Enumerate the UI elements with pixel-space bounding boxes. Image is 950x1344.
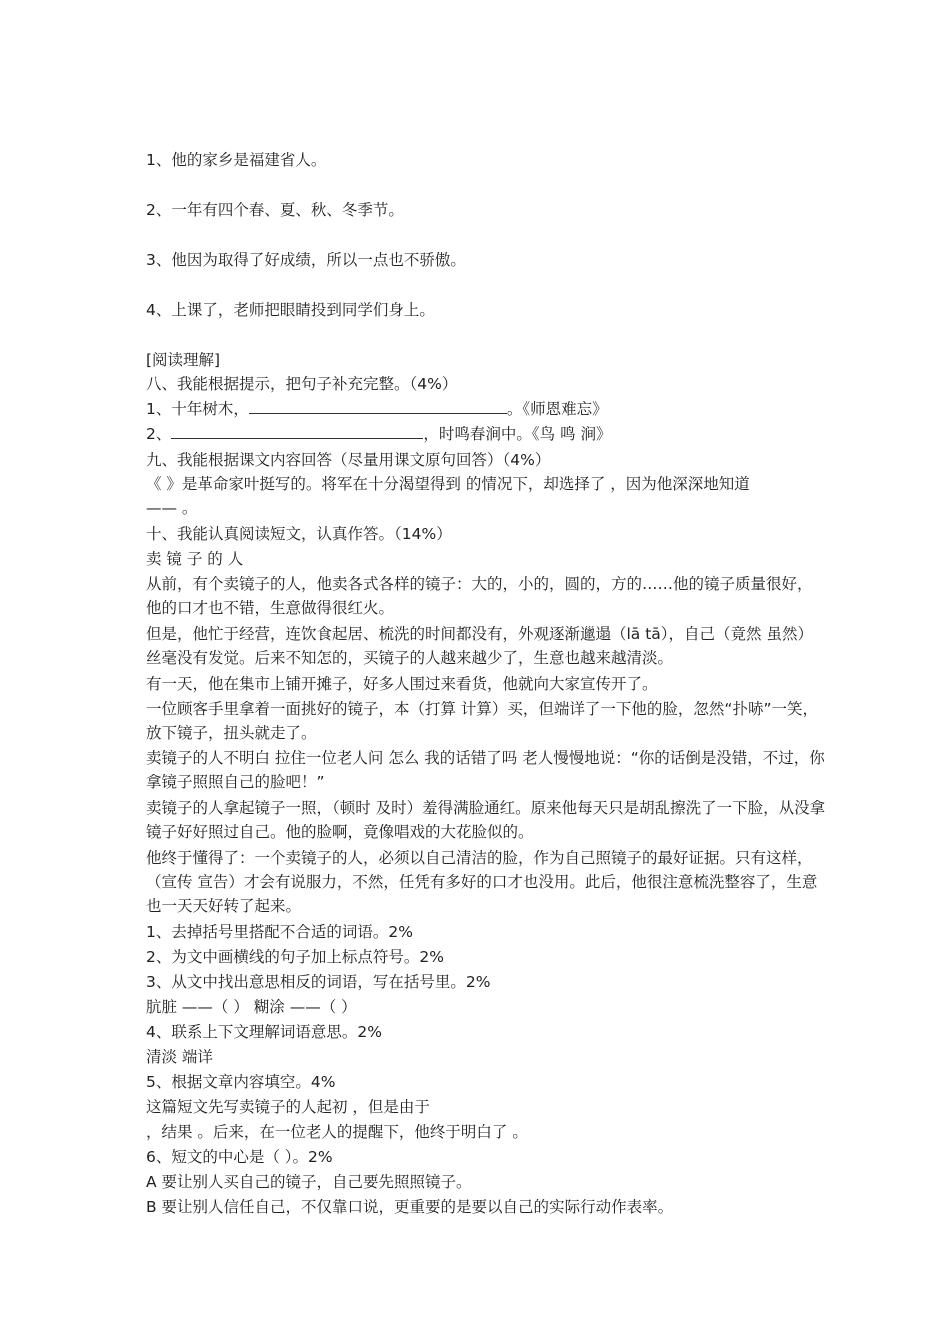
story-paragraph: 有一天，他在集市上铺开摊子，好多人围过来看货，他就向大家宣传开了。 — [146, 675, 658, 693]
q8-line-2-suffix: ，时鸣春涧中。《鸟 鸣 涧》 — [423, 425, 612, 443]
q8-line-1 — [146, 397, 826, 421]
q10-title: 十、我能认真阅读短文，认真作答。（14%） — [146, 525, 452, 543]
q8-line-1-suffix: 。《师恩难忘》 — [506, 400, 608, 418]
question-line: 4、联系上下文理解词语意思。2% — [146, 1023, 382, 1041]
option-b: B 要让别人信任自己，不仅靠口说，更重要的是要以自己的实际行动作表率。 — [146, 1198, 674, 1216]
intro-sentence: 3、他因为取得了好成绩，所以一点也不骄傲。 — [146, 251, 466, 269]
answer-blank[interactable] — [249, 399, 507, 414]
q8-line-2 — [146, 422, 826, 446]
q8-line-1-prefix: 1、十年树木， — [146, 400, 249, 418]
story-paragraph: 卖镜子的人不明白 拉住一位老人问 怎么 我的话错了吗 老人慢慢地说：“你的话倒是没错，不过，你拿镜子照照自己的脸吧！” — [146, 749, 825, 791]
answer-blank[interactable] — [171, 424, 423, 439]
intro-sentence: 1、他的家乡是福建省人。 — [146, 151, 327, 169]
question-line: 5、根据文章内容填空。4% — [146, 1073, 336, 1091]
q8-title: 八、我能根据提示，把句子补充完整。（4%） — [146, 375, 458, 393]
question-line: 1、去掉括号里搭配不合适的词语。2% — [146, 923, 413, 941]
question-line: 2、为文中画横线的句子加上标点符号。2% — [146, 948, 444, 966]
story-paragraph: 但是，他忙于经营，连饮食起居、梳洗的时间都没有，外观逐渐邋遢（lā tā），自己（竟然 虽然）丝毫没有发觉。后来不知怎的，买镜子的人越来越少了，生意也越来越清淡。 — [146, 625, 813, 667]
q9-title: 九、我能根据课文内容回答（尽量用课文原句回答）（4%） — [146, 451, 551, 469]
section-label: [阅读理解] — [146, 351, 221, 369]
story-paragraph: 卖镜子的人拿起镜子一照，（顿时 及时）羞得满脸通红。原来他每天只是胡乱擦洗了一下脸，从没拿镜子好好照过自己。他的脸啊，竟像唱戏的大花脸似的。 — [146, 799, 826, 841]
story-paragraph: 一位顾客手里拿着一面挑好的镜子，本（打算 计算）买，但端详了一下他的脸，忽然“扑哧”一笑，放下镜子，扭头就走了。 — [146, 700, 818, 742]
story-paragraph: 从前，有个卖镜子的人，他卖各式各样的镜子：大的，小的，圆的，方的……他的镜子质量很好，他的口才也不错，生意做得很红火。 — [146, 575, 813, 617]
q9-line-1: 《 》是革命家叶挺写的。将军在十分渴望得到 的情况下，却选择了 ，因为他深深地知道 — [146, 475, 750, 493]
q8-line-2-prefix: 2、 — [146, 425, 172, 443]
question-line: 这篇短文先写卖镜子的人起初 ，但是由于 — [146, 1098, 430, 1116]
option-a: A 要让别人买自己的镜子，自己要先照照镜子。 — [146, 1173, 472, 1191]
question-line: 肮脏 ——（ ） 糊涂 ——（ ） — [146, 998, 357, 1016]
q9-line-2: —— 。 — [146, 499, 198, 517]
question-line: 6、短文的中心是（ ）。2% — [146, 1148, 333, 1166]
intro-sentence: 4、上课了，老师把眼睛投到同学们身上。 — [146, 301, 435, 319]
question-line: ，结果 。后来，在一位老人的提醒下，他终于明白了 。 — [146, 1123, 528, 1141]
story-title: 卖 镜 子 的 人 — [146, 550, 244, 568]
question-line: 清淡 端详 — [146, 1048, 213, 1066]
intro-sentence: 2、一年有四个春、夏、秋、冬季节。 — [146, 201, 404, 219]
story-paragraph: 他终于懂得了：一个卖镜子的人，必须以自己清洁的脸，作为自己照镜子的最好证据。只有这样，（宣传 宣告）才会有说服力，不然，任凭有多好的口才也没用。此后，他很注意梳洗整容了，生意也一天天好转了起来。 — [146, 849, 818, 915]
question-line: 3、从文中找出意思相反的词语，写在括号里。2% — [146, 973, 491, 991]
